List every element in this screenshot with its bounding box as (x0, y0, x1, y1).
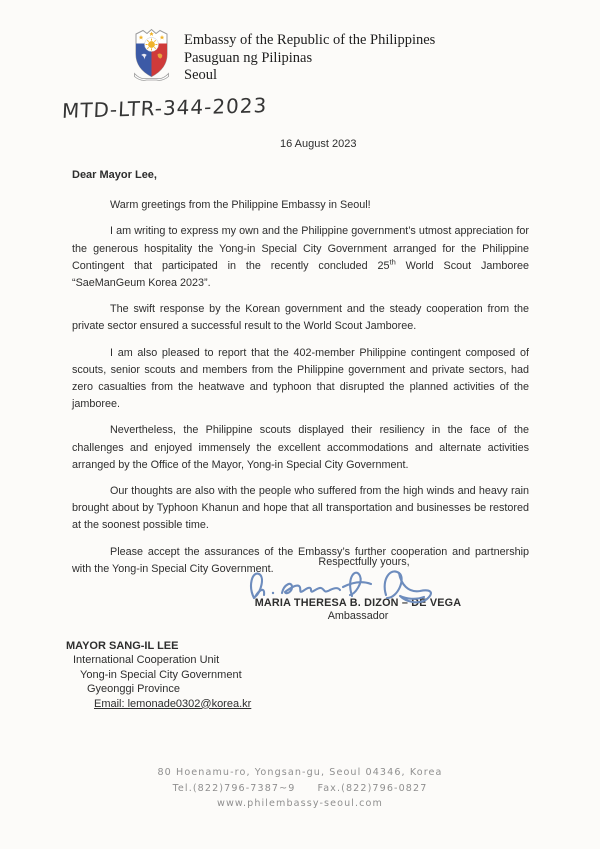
letterhead-text (184, 27, 435, 85)
paragraph-6: Please accept the assurances of the Embassy’s further cooperation and partnership with the Yong-in Special City Government. (72, 545, 529, 575)
paragraph-2: The swift response by the Korean government and the steady cooperation from the private sector ensured a successful result to the World Scout Jamboree. (72, 303, 529, 333)
letterhead (133, 27, 435, 85)
footer-address: 80 Hoenamu-ro, Yongsan-gu, Seoul 04346, Korea (157, 767, 443, 778)
footer-fax: Fax.(822)796-0827 (317, 782, 428, 794)
footer-website: www.philembassy-seoul.com (217, 798, 383, 810)
recipient-email: Email: lemonade0302@korea.kr (94, 697, 252, 710)
letter-footer (0, 765, 600, 812)
recipient-block (66, 639, 251, 711)
paragraph-greeting: Warm greetings from the Philippine Embassy in Seoul! (110, 199, 371, 212)
handwritten-reference-number: MTD-LTR-344-2023 (61, 93, 268, 123)
paragraph-1-text: I am writing to express my own and the Philippine government’s utmost appreciation for the generous hospitality the Yong-in Special City Government arranged for the Philippine Contingent that participated in the recently concluded 25 (72, 225, 529, 272)
letter-body (72, 167, 529, 587)
embassy-name-filipino: Pasuguan ng Pilipinas (184, 49, 313, 66)
footer-telfax (0, 781, 600, 797)
paragraph-1-text-cont: World Scout Jamboree “SaeManGeum Korea 2023”. (72, 259, 529, 290)
recipient-unit: International Cooperation Unit (73, 654, 220, 667)
philippine-coat-of-arms-icon (133, 27, 170, 83)
signature-area (252, 568, 464, 597)
valediction: Respectfully yours, (318, 556, 410, 568)
sun-icon (145, 38, 159, 52)
paragraph-5: Our thoughts are also with the people who suffered from the high winds and heavy rain brought about by Typhoon Khanun and hope that all transportation and businesses be restored at the soonest possible time. (72, 485, 529, 532)
embassy-city: Seoul (184, 67, 218, 83)
footer-tel: Tel.(822)796-7387~9 (172, 782, 296, 794)
recipient-government: Yong-in Special City Government (80, 668, 242, 681)
signer-title: Ambassador (327, 610, 389, 622)
recipient-province: Gyeonggi Province (87, 683, 180, 696)
ordinal-superscript: th (389, 257, 396, 267)
letter-date: 16 August 2023 (280, 138, 357, 150)
salutation: Dear Mayor Lee, (72, 169, 157, 181)
paragraph-3: I am also pleased to report that the 402-member Philippine contingent composed of scouts, senior scouts and members from the Philippine government and private sectors, had zero casualties from the heatwave and typhoon that disrupted the planned activities of the jamboree. (72, 346, 529, 411)
closing-block (252, 556, 464, 622)
signer-name: MARIA THERESA B. DIZON – DE VEGA (254, 597, 462, 609)
recipient-name: MAYOR SANG-IL LEE (66, 640, 179, 652)
paragraph-1 (72, 223, 529, 292)
embassy-name: Embassy of the Republic of the Philippines (184, 32, 436, 48)
paragraph-4: Nevertheless, the Philippine scouts displayed their resiliency in the face of the challenges and enjoyed immensely the excellent accommodations and alternate activities arranged by the Office of the Mayor, Yong-in Special City Government. (72, 424, 529, 471)
handwritten-signature (240, 562, 462, 608)
